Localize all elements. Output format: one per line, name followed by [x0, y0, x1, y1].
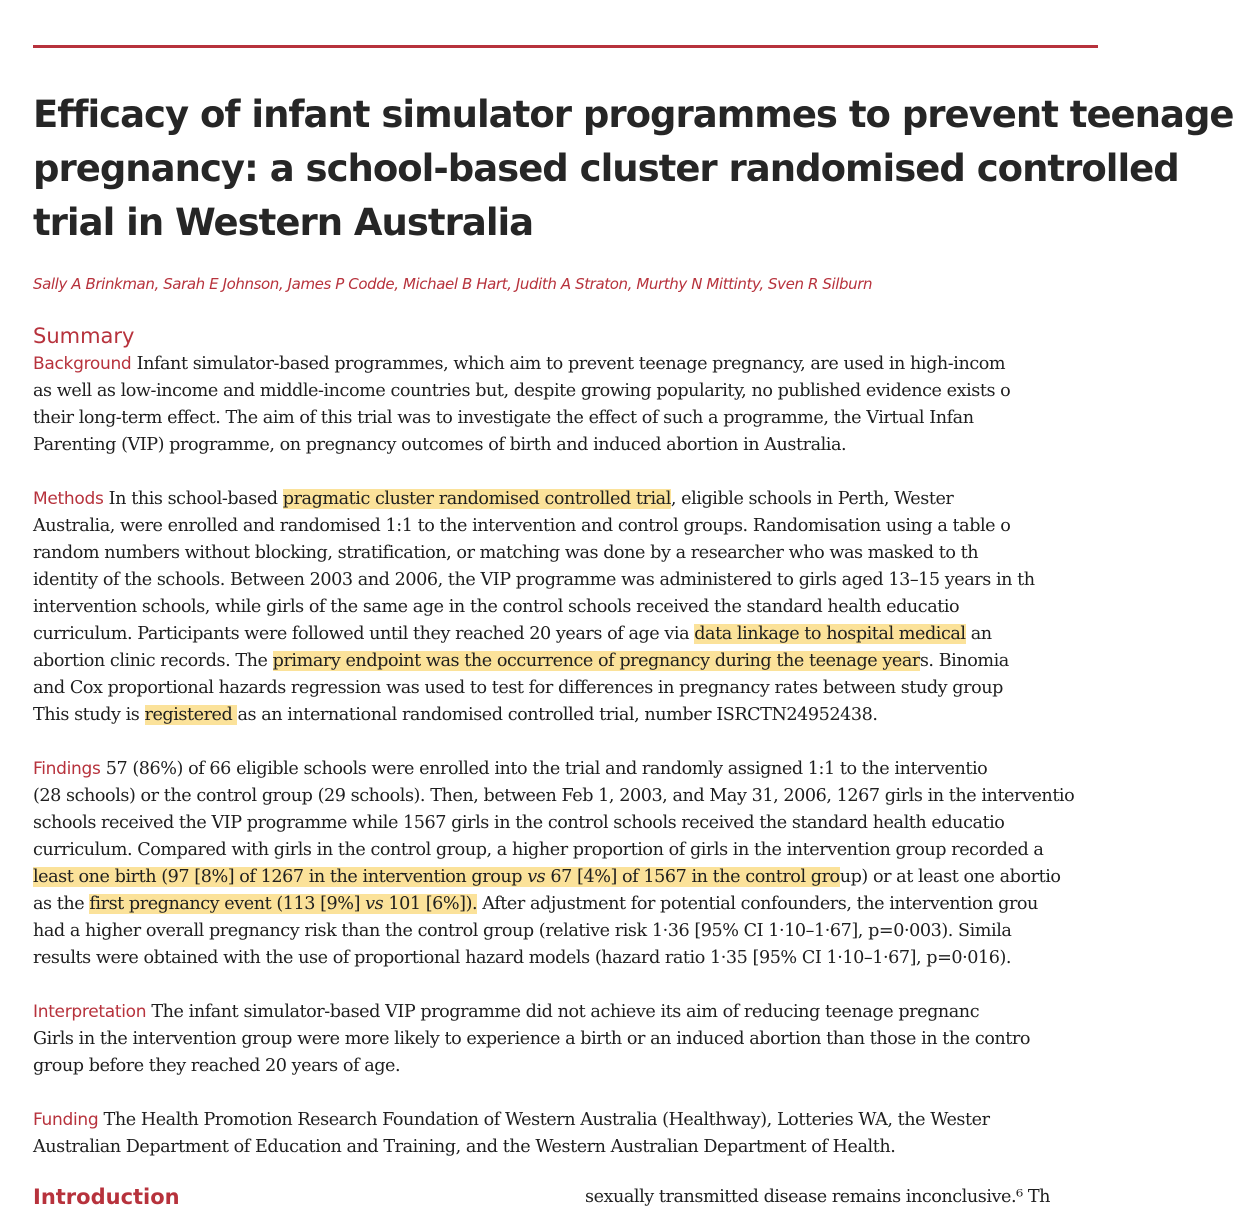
highlight	[89, 894, 477, 914]
text-run: curriculum. Participants were followed until they reached 20 years of age via	[33, 624, 695, 644]
text-run: , eligible schools in Perth, Wester	[670, 489, 954, 509]
funding-label: Funding	[33, 1110, 99, 1130]
text-line	[33, 702, 1098, 729]
methods-paragraph	[33, 486, 1098, 729]
text-line: group before they reached 20 years of age.	[33, 1056, 401, 1076]
text-line	[33, 648, 1098, 675]
text-line: Australian Department of Education and Training, and the Western Australian Department of Health.	[33, 1137, 896, 1157]
text-line: and Cox proportional hazards regression was used to test for differences in pregnancy rates between study group	[33, 678, 1003, 698]
text-run: up) or at least one abortio	[839, 867, 1061, 887]
text-line: random numbers without blocking, stratification, or matching was done by a researcher who was masked to th	[33, 543, 979, 563]
interpretation-paragraph	[33, 999, 1098, 1080]
highlight: registered	[144, 705, 238, 725]
text-line: (28 schools) or the control group (29 schools). Then, between Feb 1, 2003, and May 31, 2006, 1267 girls in the interventio	[33, 786, 1075, 806]
vs-italic: vs	[365, 894, 384, 914]
highlight: pragmatic cluster randomised controlled trial	[282, 489, 671, 509]
funding-paragraph	[33, 1107, 1098, 1161]
background-label: Background	[33, 354, 132, 374]
introduction-heading: Introduction	[33, 1185, 180, 1209]
highlight: data linkage to hospital medical	[694, 624, 966, 644]
text-line: Parenting (VIP) programme, on pregnancy outcomes of birth and induced abortion in Australia.	[33, 435, 847, 455]
text-line	[33, 999, 1098, 1026]
findings-label: Findings	[33, 759, 101, 779]
text-run: as an international randomised controlled trial, number ISRCTN24952438.	[237, 705, 878, 725]
background-paragraph	[33, 351, 1098, 459]
text-line: had a higher overall pregnancy risk than the control group (relative risk 1·36 [95% CI 1·10–1·67], p=0·003). Simila	[33, 921, 1012, 941]
text-run: In this school-based	[108, 489, 283, 509]
text-line: their long-term effect. The aim of this trial was to investigate the effect of such a programme, the Virtual Infan	[33, 408, 974, 428]
interpretation-label: Interpretation	[33, 1002, 147, 1022]
article-title	[33, 88, 1234, 250]
title-line-2: pregnancy: a school-based cluster randomised controlled	[33, 147, 1179, 190]
text-run: first pregnancy event (113 [9%]	[89, 894, 366, 914]
text-line	[33, 891, 1098, 918]
text-run: least one birth (97 [8%] of 1267 in the intervention group	[33, 867, 528, 887]
text-line: curriculum. Compared with girls in the control group, a higher proportion of girls in the intervention group recorded a	[33, 840, 1044, 860]
text-line	[33, 864, 1098, 891]
text-line: Girls in the intervention group were more likely to experience a birth or an induced abortion than those in the contro	[33, 1029, 1031, 1049]
text-run: Infant simulator-based programmes, which aim to prevent teenage pregnancy, are used in high-incom	[136, 354, 1006, 374]
text-line: as well as low-income and middle-income countries but, despite growing popularity, no published evidence exists o	[33, 381, 1011, 401]
text-line: schools received the VIP programme while 1567 girls in the control schools received the standard health educatio	[33, 813, 1005, 833]
text-run: abortion clinic records. The	[33, 651, 273, 671]
text-run: After adjustment for potential confounders, the intervention grou	[477, 894, 1038, 914]
text-run: s. Binomia	[919, 651, 1009, 671]
title-line-3: trial in Western Australia	[33, 201, 534, 244]
text-line	[33, 351, 1098, 378]
text-line: results were obtained with the use of proportional hazard models (hazard ratio 1·35 [95% CI 1·10–1·67], p=0·016).	[33, 948, 1012, 968]
text-run: 57 (86%) of 66 eligible schools were enrolled into the trial and randomly assigned 1:1 to the interventio	[105, 759, 988, 779]
vs-italic: vs	[527, 867, 546, 887]
text-run: 67 [4%] of 1567 in the control gro	[545, 867, 840, 887]
findings-paragraph	[33, 756, 1098, 972]
summary-heading: Summary	[33, 324, 135, 348]
text-line	[33, 756, 1098, 783]
text-line: identity of the schools. Between 2003 and 2006, the VIP programme was administered to girls aged 13–15 years in th	[33, 570, 1035, 590]
second-column-text: sexually transmitted disease remains inconclusive.⁶ Th	[585, 1187, 1051, 1207]
highlight	[33, 867, 840, 887]
text-line: Australia, were enrolled and randomised 1:1 to the intervention and control groups. Randomisation using a table o	[33, 516, 1011, 536]
text-run: 101 [6%]).	[383, 894, 478, 914]
text-run: The infant simulator-based VIP programme did not achieve its aim of reducing teenage pregnanc	[151, 1002, 980, 1022]
text-line: intervention schools, while girls of the same age in the control schools received the standard health educatio	[33, 597, 960, 617]
text-line	[33, 486, 1098, 513]
text-run: The Health Promotion Research Foundation of Western Australia (Healthway), Lotteries WA, the Wester	[103, 1110, 990, 1130]
methods-label: Methods	[33, 489, 104, 509]
title-line-1: Efficacy of infant simulator programmes to prevent teenage	[33, 93, 1234, 136]
text-line	[33, 621, 1098, 648]
highlight: primary endpoint was the occurrence of pregnancy during the teenage year	[272, 651, 920, 671]
text-run: an	[965, 624, 992, 644]
author-list: Sally A Brinkman, Sarah E Johnson, James P Codde, Michael B Hart, Judith A Straton, Murthy N Mittinty, Sven R Silburn	[33, 275, 873, 293]
text-line	[33, 1107, 1098, 1134]
text-run: This study is	[33, 705, 145, 725]
top-rule	[33, 45, 1098, 48]
text-run: as the	[33, 894, 90, 914]
